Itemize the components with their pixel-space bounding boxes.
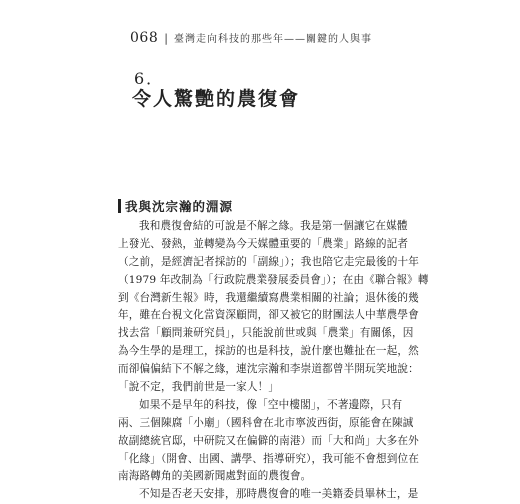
paragraph-1-line: 為今生學的是理工，採訪的也是科技，說什麼也難扯在一起，然: [118, 345, 419, 358]
section-heading: [118, 197, 233, 215]
paragraph-1-line: （1979 年改制為「行政院農業發展委員會」）；在由《聯合報》轉: [118, 273, 429, 286]
page-number: 068: [130, 30, 159, 46]
header-separator: |: [164, 32, 168, 45]
paragraph-1-line: 年，雖在台視文化當資深顧問，卻又被它的財團法人中華農學會: [118, 309, 419, 322]
paragraph-2-line: 南海路轉角的美國新聞處對面的農復會。: [118, 470, 312, 483]
chapter-title: 令人驚艷的農復會: [132, 88, 301, 110]
paragraph-2-line: 「化緣」（開會、出國、講學、指導研究），我可能不會想到位在: [118, 452, 419, 465]
paragraph-2-line: 如果不是早年的科技，像「空中樓閣」，不著邊際，只有: [139, 398, 403, 411]
body-text: [118, 218, 429, 504]
chapter-number: 6．: [134, 69, 165, 88]
paragraph-2-line: 兩、三個陳腐「小廟」（國科會在北市寧波西街，原能會在陳誠: [118, 416, 414, 429]
paragraph-1-line: 「說不定，我們前世是一家人！」: [118, 381, 280, 394]
paragraph-2-line: 故副總統官邸，中研院又在偏僻的南港）而「大和尚」大多在外: [118, 434, 419, 447]
paragraph-1-line: 到《台灣新生報》時，我還繼續寫農業相關的社論；退休後的幾: [118, 291, 419, 304]
paragraph-1-line: （之前，是經濟記者採訪的「副線」）；我也陪它走完最後的十年: [118, 255, 419, 268]
paragraph-1-line: 我和農復會結的可說是不解之緣。我是第一個讓它在媒體: [139, 220, 408, 232]
running-header: [130, 30, 372, 46]
section-marker-bar: [118, 199, 121, 213]
section-title: 我與沈宗瀚的淵源: [125, 199, 234, 214]
paragraph-1-line: 上發光、發熱，並轉變為今天媒體重要的「農業」路線的記者: [118, 237, 409, 250]
paragraph-1-line: 找去當「顧問兼研究員」，只能說前世或與「農業」有關係，因: [118, 327, 414, 340]
running-head-title: 臺灣走向科技的那些年——關鍵的人與事: [173, 34, 372, 45]
paragraph-1-line: 而卻偏偏結下不解之緣，連沈宗瀚和李崇道都曾半開玩笑地說：: [118, 363, 419, 376]
paragraph-3-line: 不知是否老天安排，那時農復會的唯一美籍委員畢林士，是: [139, 488, 419, 501]
